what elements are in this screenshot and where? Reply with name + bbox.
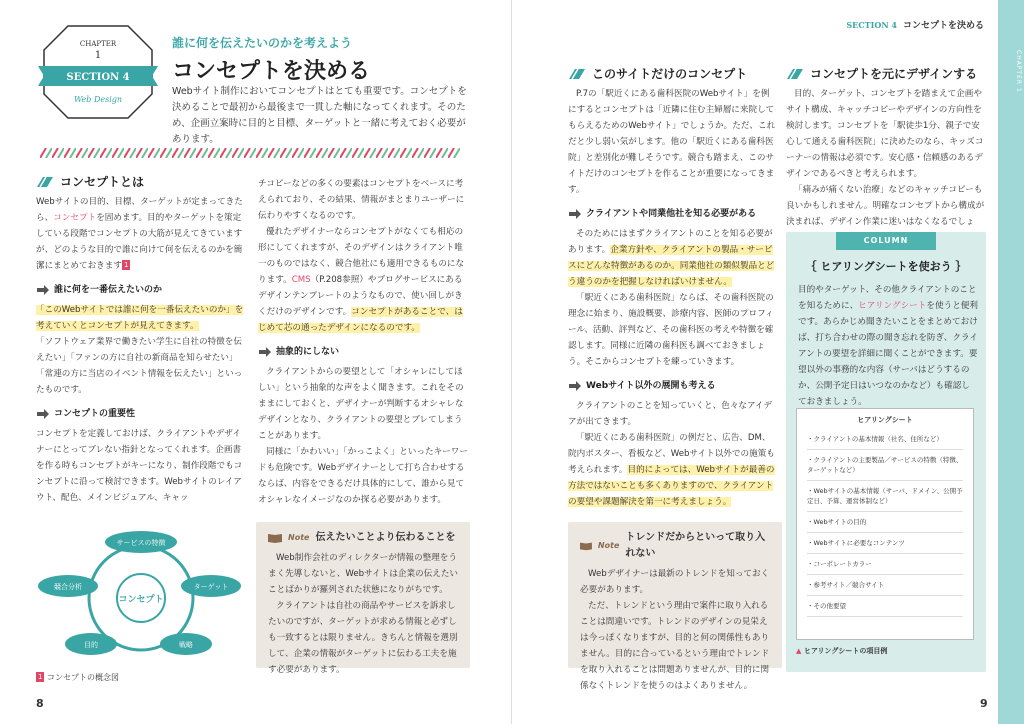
page-number-left: 8 [36,697,44,710]
left-column-1 [36,172,246,506]
page-number-right: 9 [980,697,988,710]
zigzag-divider [40,148,460,158]
diagram-node-strategy: 戦略 [179,641,193,649]
design-paragraph-2: 「痛みが痛くない治療」などのキャッチコピーも良いかもしれません。明確なコンセプトから構成が決まれば、デザイン作業に迷いはなくなるでしょ [786,185,985,227]
heading-who [36,282,246,298]
left-column-2 [258,176,470,508]
note-right-paragraph-1: Webデザイナーは最新のトレンドを知っておく必要があります。 [580,569,770,595]
figure-ref-badge: 1 [123,261,129,269]
column-text-b: を使うと便利です。あらかじめ聞きたいことをまとめておけば、打ち合わせの際の聞き忘れを防ぎ、クライアントの要望を詳細に聞くことができます。要望以外の事務的な内容（サーバはどうするのか、公開予定日はいつなのかなど）も確認しておきましょう。 [798,301,978,407]
triangle-icon: ▲ [796,647,802,655]
know-highlight: 企業方針や、クライアントの製品・サービスにどんな特徴があるのか。同業他社の類似製品とどう違うのかを把握しなければいけません。 [568,245,775,287]
who-highlight-text: 「このWebサイトでは誰に何を一番伝えたいのか」を考えていくとコンセプトが見えてきます。 [36,305,244,331]
concept-text-a: Webサイトの目的、目標、ターゲットが定まってきたら、 [36,197,243,223]
hearing-sheet-keyword: ヒアリングシート [858,301,927,311]
diagram-node-competitor: 競合分析 [54,583,82,591]
heading-know-text: クライアントや同業他社を知る必要がある [586,209,757,219]
design-paragraph-1: 目的、ターゲット、コンセプトを踏まえて企画やサイト構成、キャッチコピーやデザインの方向性を検討します。コンセプトを「駅徒歩1分、親子で安心して通える歯科医院」に決めたのなら、キッズコーナーの情報は必須です。安心感・信頼感のあるデザインであるべきと考えられます。 [786,89,984,179]
sheet-item: ・Webサイトに必要なコンテンツ [807,533,963,554]
badge-subtitle: Web Design [73,95,123,104]
book-icon [580,541,592,551]
unique-paragraph: P.7の「駅近くにある歯科医院のWebサイト」を例にするとコンセプトは「近隣に住む主婦層に来院してもらえるためのWebサイト」でしょうか。ただ、これだと少し弱い気がします。他の「駅近くにある歯科医院」と差別化が難しそうです。競合も踏まえ、このサイトだけのコンセプトを作ることが重要になってきます。 [568,89,776,195]
running-head-section: SECTION 4 [846,19,897,30]
intro-text: Webサイト制作においてコンセプトはとても重要です。コンセプトを決めることで最初から最後まで一貫した軸になってくれます。そのため、企画立案時に目的と目標、ターゲットと一緒に考えておく必要があります。 [172,86,467,145]
side-chapter-tab: CHAPTER 1 [1015,50,1022,93]
concept-paragraph [36,194,246,274]
sheet-item: ・その他要望 [807,596,963,617]
arrow-icon [568,381,581,391]
column-label: COLUMN [836,232,936,250]
cms-keyword: CMS [291,275,311,285]
sheet-item: ・コーポレートカラー [807,554,963,575]
heading-concept [36,174,246,190]
book-icon [268,533,282,543]
column-box [786,232,986,672]
sheet-caption [796,646,887,656]
note-header [268,530,458,546]
heading-know [568,206,778,222]
sheet-item: ・クライアントの主要製品／サービスの特徴（特徴、ターゲットなど） [807,450,963,481]
chapter-number: 1 [94,50,102,61]
arrow-icon [568,209,581,219]
arrow-icon [36,409,49,419]
sheet-caption-text: ヒアリングシートの項目例 [803,647,888,655]
pen-icon [568,67,586,81]
pen-icon [36,175,54,189]
note-paragraph-1: Web制作会社のディレクターが情報の整理をうまく先導しないと、Webサイトは企業の伝えたいことばかりが羅列された状態になりがちです。 [268,553,459,595]
heading-importance-text: コンセプトの重要性 [54,409,136,419]
know-paragraph-2: 「駅近くにある歯科医院」ならば、その歯科医院の理念に始まり、施設概要、診療内容、医師のプロフィール、活動、評判など、その歯科医の考えや特徴を確認します。同様に近隣の歯科医も調べておきましょう。そこからコンセプトを練っていきます。 [568,293,774,367]
heading-unique-text: このサイトだけのコンセプト [592,67,748,81]
heading-abstract-text: 抽象的にしない [276,347,340,357]
page-title: コンセプトを決める [172,59,371,84]
concept-diagram [36,520,246,670]
heading-who-text: 誰に何を一番伝えたいのか [54,285,163,295]
page-subtitle: 誰に何を伝えたいのかを考えよう [172,36,353,50]
column-title: ｛ ヒアリングシートを使おう ｝ [805,260,967,273]
col2-text-b2: （P.208参照）やブログサービスにあるデザインテンプレートのようなもので、使い回しがきくだけのデザインです。 [258,275,463,317]
note-paragraph-2: クライアントは自社の商品やサービスを訴求したいのですが、ターゲットが求める情報と必ずしも一致するとは限りません。きちんと情報を選別して、企業の情報がターゲットに伝わる工夫を施す必要があります。 [268,601,458,675]
diagram-node-service: サービスの特徴 [116,539,166,547]
concept-text-b: を固めます。目的やターゲットを策定している段階でコンセプトの大筋が見えてきていますが、どのような目的で誰に向けて何を伝えるのかを簡潔にまとめておきます [36,213,243,271]
note-box-right [568,522,782,691]
diagram-node-goal: 目的 [84,641,98,649]
note-title: 伝えたいことより伝わることを [315,532,456,543]
abstract-paragraph-1: クライアントからの要望として「オシャレにしてほしい」という抽象的な声をよく聞きます。これをそのままにしておくと、デザイナーが判断するオシャレなデザインとなり、クライアントの要望とブレてしまうことがあります。 [258,367,464,441]
running-head-title: コンセプトを決める [902,21,984,31]
caption-text: コンセプトの概念図 [47,673,120,682]
arrow-icon [36,285,49,295]
concept-keyword: コンセプト [53,213,97,223]
sheet-item: ・クライアントの基本情報（社名、住所など） [807,429,963,450]
pen-icon [786,67,804,81]
column-text-a: 目的やターゲット、その他クライアントのことを知るために、 [798,285,977,311]
who-highlight [36,302,246,334]
section-label: SECTION 4 [66,72,130,83]
col2-paragraph-a: チコピーなどの多くの要素はコンセプトをベースに考えられており、その結果、情報がまとまりユーザーに伝わりやすくなるのです。 [258,179,465,221]
side-strip [998,0,1024,724]
section-badge [38,22,158,122]
beyond-paragraph-2 [568,430,778,510]
know-text-a: そのためにはまずクライアントのことを知る必要があります。 [568,229,773,255]
note-right-paragraph-2: ただ、トレンドという理由で案件に取り入れることは間違いです。トレンドのデザインの見栄えは今っぽくなりますが、目的と何の関係性もありません。目的に合っているという理由でトレンドを取り入れることは問題ありませんが、目的に関係なくトレンドを使うのはよくありません。 [580,601,770,691]
note-title-right: トレンドだからといって取り入れない [625,532,766,559]
know-paragraph-1 [568,226,778,290]
arrow-icon [258,347,271,357]
note-header-right [580,530,770,562]
note-box-left [256,522,470,675]
col2-highlight: コンセプトがあることで、はじめて芯の通ったデザインになるのです。 [258,307,463,333]
heading-design [786,66,986,82]
importance-paragraph: コンセプトを定義しておけば、クライアントやデザイナーにとってブレない指針となってくれます。企画書を作る時もコンセプトがキーになり、制作段階でもコンセプトに沿って検討できます。Webサイトのレイアウト、配色、メインビジュアル、キャッ [36,429,243,503]
heading-design-text: コンセプトを元にデザインする [810,67,978,81]
beyond-text-a: 「駅近くにある歯科医院」の例だと、広告、DM、院内ポスター、看板など、Webサイト以外での施策も考えられます。 [568,433,775,475]
heading-concept-text: コンセプトとは [60,175,145,189]
right-column-1 [568,64,778,510]
heading-beyond [568,378,778,394]
sheet-item: ・Webサイトの目的 [807,512,963,533]
hearing-sheet [796,408,974,640]
right-column-2 [786,64,986,246]
caption-number: 1 [38,673,43,681]
beyond-highlight: 目的によっては、Webサイトが最善の方法ではないことも多くありますので、クライアントの要望や課題解決を第一に考えましょう。 [568,465,775,507]
heading-beyond-text: Webサイト以外の展開も考える [586,381,716,391]
beyond-paragraph-1: クライアントのことを知っていくと、色々なアイデアが出てきます。 [568,401,773,427]
col2-text-b1: 優れたデザイナーならコンセプトがなくても相応の形にしてくれますが、そのデザインはクライアント唯一のものではなく、競合他社にも適用できるものになります。 [258,227,465,285]
sheet-item: ・Webサイトの基本情報（サーバ、ドメイン、公開予定日、予算、運営体制など） [807,481,963,512]
chapter-label: CHAPTER [79,40,117,48]
heading-unique [568,66,778,82]
abstract-paragraph-2: 同様に「かわいい」「かっこよく」といったキーワードも危険です。Webデザイナーとして打ち合わせするならば、内容をできるだけ具体的にして、誰から見てオシャレなイメージなのか探る必要があります。 [258,447,468,505]
heading-abstract [258,344,470,360]
heading-importance [36,406,246,422]
diagram-caption [36,672,119,683]
col2-paragraph-b [258,224,470,336]
running-head [846,18,984,31]
column-title-text: ヒアリングシートを使おう [820,260,952,273]
sheet-item: ・参考サイト／競合サイト [807,575,963,596]
note-label: Note [288,533,310,542]
diagram-center-label: コンセプト [118,595,164,605]
note-label-right: Note [597,541,620,550]
column-body [798,282,978,410]
who-paragraph: 「ソフトウェア業界で働きたい学生に自社の特徴を伝えたい」「ファンの方に自社の新商品を知らせたい」「常連の方に当店のイベント情報を伝えたい」といったものです。 [36,337,243,395]
sheet-title: ヒアリングシート [857,416,913,424]
diagram-node-target: ターゲット [193,583,229,591]
